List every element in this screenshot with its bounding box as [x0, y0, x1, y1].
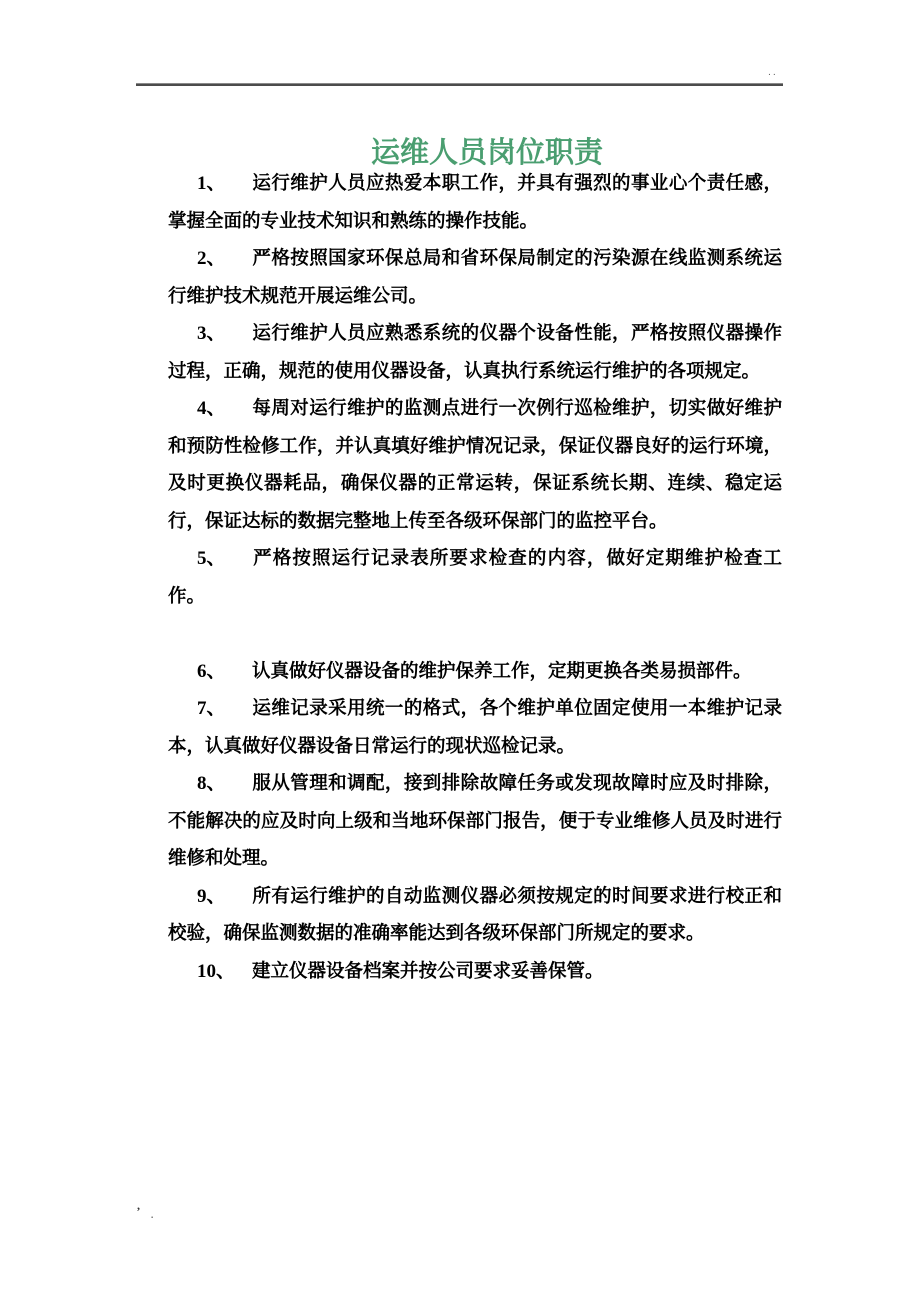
item-number: 9、	[197, 885, 226, 907]
list-item	[168, 315, 782, 390]
list-item	[168, 878, 782, 953]
responsibility-list	[168, 165, 782, 990]
item-text: 建立仪器设备档案并按公司要求妥善保管。	[252, 960, 604, 982]
item-text: 运行维护人员应熟悉系统的仪器个设备性能，严格按照仪器操作过程，正确，规范的使用仪器设备，认真执行系统运行维护的各项规定。	[168, 323, 782, 382]
list-item	[168, 690, 782, 765]
header-dots: ..	[768, 68, 778, 78]
list-item	[168, 953, 782, 991]
item-number: 10、	[197, 960, 236, 982]
item-text: 严格按照国家环保总局和省环保局制定的污染源在线监测系统运行维护技术规范开展运维公司。	[168, 248, 782, 307]
list-item	[168, 540, 782, 615]
list-item	[168, 165, 782, 240]
item-number: 7、	[197, 698, 226, 719]
item-number: 3、	[197, 323, 226, 344]
header-rule	[136, 83, 783, 86]
list-item	[168, 390, 782, 540]
page-title: 运维人员岗位职责	[370, 135, 603, 170]
item-text: 服从管理和调配，接到排除故障任务或发现故障时应及时排除，不能解决的应及时向上级和当地环保部门报告，便于专业维修人员及时进行维修和处理。	[168, 773, 782, 869]
item-number: 5、	[197, 548, 226, 569]
item-number: 2、	[197, 248, 226, 269]
footer-mark-comma: ,	[137, 1198, 140, 1212]
item-text: 运维记录采用统一的格式，各个维护单位固定使用一本维护记录本，认真做好仪器设备日常运行的现状巡检记录。	[168, 698, 782, 757]
item-number: 4、	[197, 398, 226, 419]
item-number: 1、	[197, 173, 226, 194]
list-item	[168, 765, 782, 878]
list-item	[168, 653, 782, 691]
item-text: 认真做好仪器设备的维护保养工作，定期更换各类易损部件。	[252, 660, 752, 682]
item-number: 8、	[197, 773, 226, 794]
list-item	[168, 240, 782, 315]
item-text: 严格按照运行记录表所要求检查的内容，做好定期维护检查工作。	[168, 548, 782, 607]
item-text: 所有运行维护的自动监测仪器必须按规定的时间要求进行校正和校验，确保监测数据的准确率能达到各级环保部门所规定的要求。	[168, 885, 782, 944]
item-text: 运行维护人员应热爱本职工作，并具有强烈的事业心个责任感，掌握全面的专业技术知识和熟练的操作技能。	[168, 173, 782, 232]
footer-mark-dot: .	[151, 1210, 154, 1220]
item-number: 6、	[197, 660, 226, 682]
item-text: 每周对运行维护的监测点进行一次例行巡检维护，切实做好维护和预防性检修工作，并认真填好维护情况记录，保证仪器良好的运行环境，及时更换仪器耗品，确保仪器的正常运转，保证系统长期、连续、稳定运行，保证达标的数据完整地上传至各级环保部门的监控平台。	[168, 398, 782, 532]
